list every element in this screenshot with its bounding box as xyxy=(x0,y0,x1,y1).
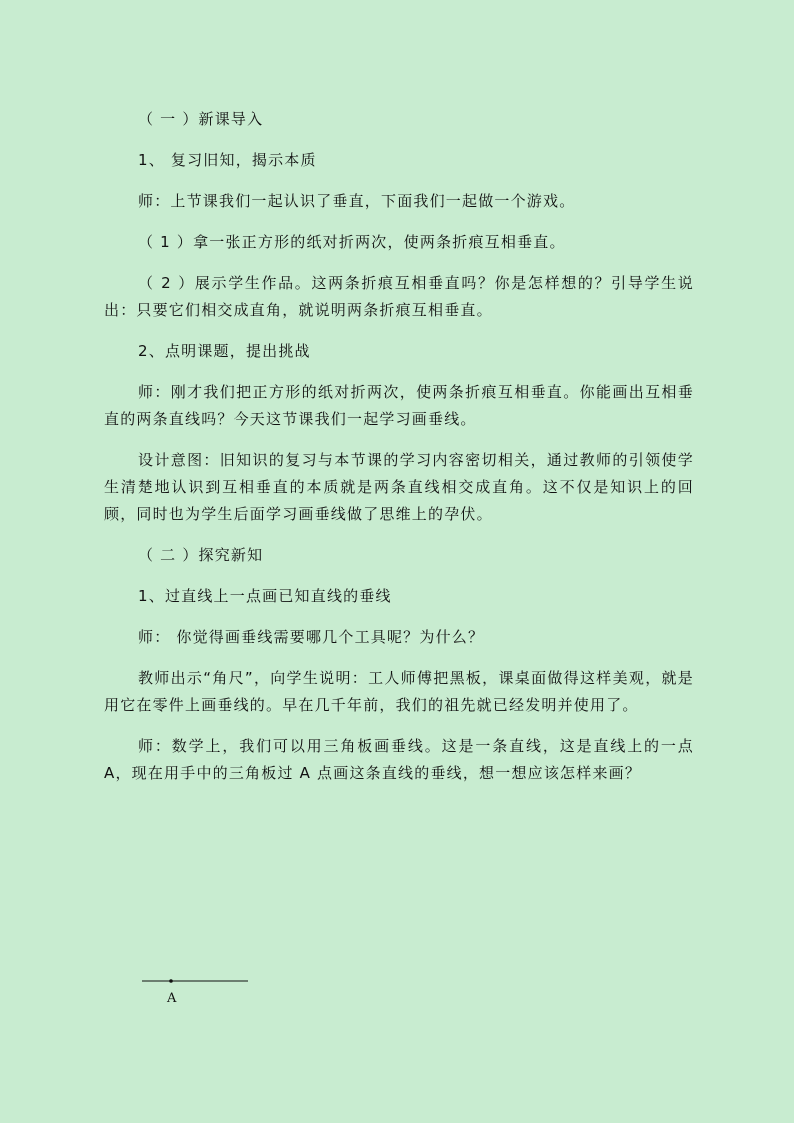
paragraph-step-2: （ 2 ）展示学生作品。这两条折痕互相垂直吗？你是怎样想的？引导学生说出：只要它们相交成直角，就说明两条折痕互相垂直。 xyxy=(104,274,694,319)
paragraph-step-1: （ 1 ）拿一张正方形的纸对折两次，使两条折痕互相垂直。 xyxy=(138,233,566,251)
document-body xyxy=(104,106,694,801)
paragraph-angle-ruler: 教师出示“角尺”，向学生说明：工人师傅把黑板，课桌面做得这样美观，就是用它在零件上画垂线的。早在几千年前，我们的祖先就已经发明并使用了。 xyxy=(104,669,694,714)
point-a-label: A xyxy=(167,991,177,1006)
section-heading-2: （ 二 ）探究新知 xyxy=(138,546,264,564)
paragraph-teacher-intro: 师：上节课我们一起认识了垂直，下面我们一起做一个游戏。 xyxy=(138,192,576,210)
subheading-review: 1、 复习旧知，揭示本质 xyxy=(138,151,317,169)
paragraph-triangle-ruler: 师：数学上，我们可以用三角板画垂线。这是一条直线，这是直线上的一点 A，现在用手中的三角板过 A 点画这条直线的垂线，想一想应该怎样来画？ xyxy=(104,737,694,782)
paragraph-design-intent: 设计意图：旧知识的复习与本节课的学习内容密切相关，通过教师的引领使学生清楚地认识到互相垂直的本质就是两条直线相交成直角。这不仅是知识上的回顾，同时也为学生后面学习画垂线做了思维上的孕伏。 xyxy=(104,451,694,523)
paragraph-teacher-challenge: 师：刚才我们把正方形的纸对折两次，使两条折痕互相垂直。你能画出互相垂直的两条直线吗？今天这节课我们一起学习画垂线。 xyxy=(104,383,694,428)
section-heading-1: （ 一 ）新课导入 xyxy=(138,110,264,128)
point-a-dot xyxy=(169,979,173,983)
line-with-point-figure xyxy=(142,970,252,1010)
paragraph-teacher-tools: 师： 你觉得画垂线需要哪几个工具呢？为什么？ xyxy=(138,628,485,646)
subheading-perpendicular-through-point: 1、过直线上一点画已知直线的垂线 xyxy=(138,587,392,605)
subheading-topic: 2、点明课题，提出挑战 xyxy=(138,342,311,360)
